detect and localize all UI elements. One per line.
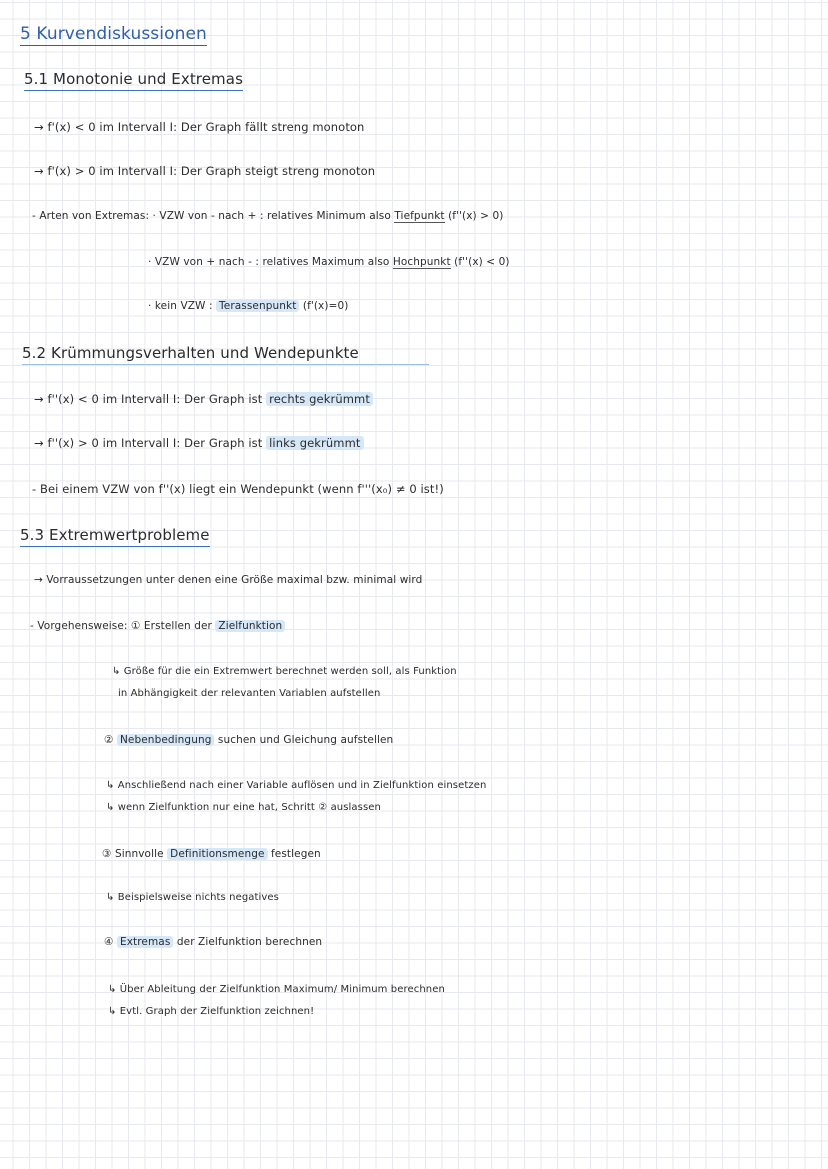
note-text: → f''(x) > 0 im Intervall I: Der Graph ist — [34, 436, 263, 450]
note-text: → f''(x) < 0 im Intervall I: Der Graph ist — [34, 392, 263, 406]
note-line — [32, 210, 504, 222]
note-line — [34, 392, 373, 406]
note-line: - Bei einem VZW von f''(x) liegt ein Wendepunkt (wenn f'''(x₀) ≠ 0 ist!) — [32, 482, 444, 496]
note-line — [104, 936, 322, 948]
step-1-label: - Vorgehensweise: ① Erstellen der — [30, 620, 212, 632]
note-line — [30, 620, 285, 632]
note-text: suchen und Gleichung aufstellen — [217, 734, 394, 746]
note-text: der Zielfunktion berechnen — [176, 936, 323, 948]
note-line — [34, 436, 364, 450]
term-nebenbedingung: Nebenbedingung — [117, 734, 215, 746]
note-text: - Arten von Extremas: · VZW von - nach + : relatives Minimum also — [32, 210, 391, 222]
term-links-gekruemmt: links gekrümmt — [266, 436, 363, 450]
note-line: → f'(x) > 0 im Intervall I: Der Graph steigt streng monoton — [34, 164, 376, 178]
note-text: (f''(x) < 0) — [454, 256, 510, 268]
note-line — [148, 300, 348, 312]
term-hochpunkt: Hochpunkt — [392, 256, 451, 268]
note-line: → f'(x) < 0 im Intervall I: Der Graph fällt streng monoton — [34, 120, 365, 134]
note-text: festlegen — [270, 848, 321, 860]
term-extremas: Extremas — [117, 936, 173, 948]
note-line: ↳ Beispielsweise nichts negatives — [106, 892, 279, 903]
note-line — [102, 848, 321, 860]
term-tiefpunkt: Tiefpunkt — [394, 210, 445, 222]
section-heading-5-2: 5.2 Krümmungsverhalten und Wendepunkte — [22, 344, 429, 365]
page-title: 5 Kurvendiskussionen — [20, 24, 207, 44]
section-heading-5-3: 5.3 Extremwertprobleme — [20, 526, 210, 547]
term-definitionsmenge: Definitionsmenge — [167, 848, 267, 860]
step-4-label: ④ — [104, 936, 114, 948]
note-line: → Vorraussetzungen unter denen eine Größe maximal bzw. minimal wird — [34, 574, 423, 586]
term-rechts-gekruemmt: rechts gekrümmt — [266, 392, 373, 406]
note-text: (f'(x)=0) — [302, 300, 349, 312]
term-terassenpunkt: Terassenpunkt — [216, 300, 299, 312]
note-text: (f''(x) > 0) — [448, 210, 504, 222]
note-line: ↳ Größe für die ein Extremwert berechnet werden soll, als Funktion — [112, 666, 457, 677]
note-line — [104, 734, 393, 746]
term-zielfunktion: Zielfunktion — [215, 620, 285, 632]
step-2-label: ② — [104, 734, 114, 746]
note-text: · kein VZW : — [148, 300, 213, 312]
note-line: ↳ wenn Zielfunktion nur eine hat, Schritt ② auslassen — [106, 802, 381, 813]
step-3-label: ③ Sinnvolle — [102, 848, 164, 860]
note-line: ↳ Anschließend nach einer Variable auflösen und in Zielfunktion einsetzen — [106, 780, 487, 791]
note-line: ↳ Evtl. Graph der Zielfunktion zeichnen! — [108, 1006, 315, 1017]
note-line: in Abhängigkeit der relevanten Variablen aufstellen — [118, 688, 381, 699]
note-line: ↳ Über Ableitung der Zielfunktion Maximum/ Minimum berechnen — [108, 984, 445, 995]
note-text: · VZW von + nach - : relatives Maximum also — [148, 256, 390, 268]
section-heading-5-1: 5.1 Monotonie und Extremas — [24, 70, 243, 91]
note-line — [148, 256, 510, 268]
